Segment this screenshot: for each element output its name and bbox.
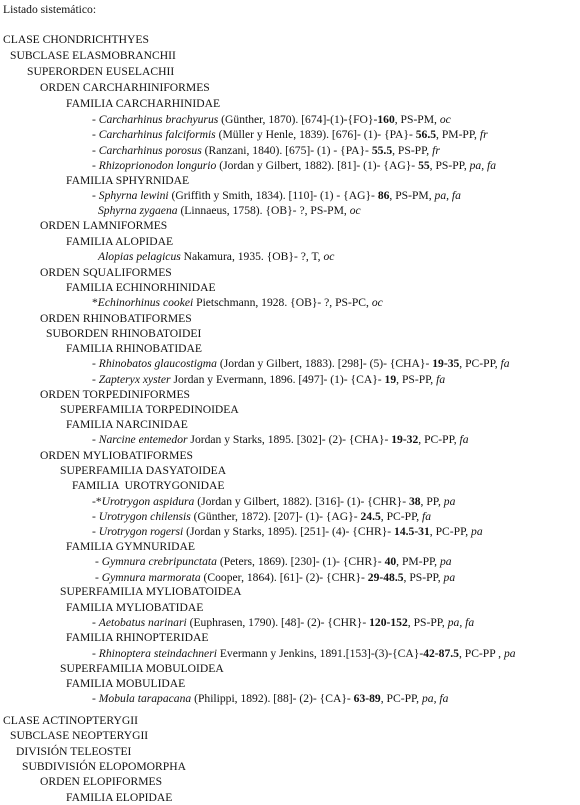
size-value: 56.5: [415, 128, 437, 141]
line-text: Evermann y Jenkins, 1891.[153]-(3)-{CA}-: [216, 647, 424, 660]
list-line: [46, 326, 201, 341]
species-name: Narcine entemedor: [98, 433, 188, 446]
line-text: FAMILIA CARCHARHINIDAE: [66, 97, 221, 110]
list-line: [72, 478, 224, 493]
line-text: CLASE CHONDRICHTHYES: [3, 33, 149, 46]
species-name: oc: [439, 113, 451, 126]
line-text: (Jordan y Starks, 1895). [251]- (4)- {CHR}-: [183, 525, 395, 538]
list-line: [92, 356, 510, 371]
list-line: [92, 524, 483, 539]
line-text: FAMILIA ALOPIDAE: [66, 235, 174, 248]
line-text: (Philippi, 1892). [88]- (2)- {CA}-: [191, 692, 354, 705]
list-line: [3, 32, 149, 47]
list-line: [92, 143, 440, 158]
species-name: Sphyrna zygaena: [98, 204, 178, 217]
list-line: [92, 295, 383, 310]
line-text: SUBORDEN RHINOBATOIDEI: [46, 327, 202, 340]
line-text: (Griffith y Smith, 1834). [110]- (1) - {AG}-: [168, 189, 378, 202]
line-text: (Müller y Henle, 1839). [676]- (1)- {PA}-: [215, 128, 416, 141]
species-name: fa: [459, 433, 469, 446]
list-line: [40, 311, 192, 326]
list-line: [40, 80, 210, 95]
species-name: oc: [323, 250, 335, 263]
species-name: pa: [471, 525, 483, 538]
species-name: pa, fa: [421, 692, 449, 705]
list-line: [66, 280, 216, 295]
line-text: , PC-PP,: [418, 433, 460, 446]
species-name: Carcharhinus brachyurus: [98, 113, 219, 126]
line-text: (Jordan y Gilbert, 1882). [316]- (1)- {CHR}-: [194, 495, 409, 508]
list-line: [66, 676, 185, 691]
species-name: fa: [436, 373, 446, 386]
species-name: pa: [443, 571, 456, 584]
species-name: Gymnura crebripunctata: [101, 555, 217, 568]
list-line: [10, 48, 176, 63]
list-line: [40, 265, 172, 280]
list-line: [60, 463, 226, 478]
list-line: [92, 494, 455, 509]
species-name: Echinorhinus cookei: [97, 296, 194, 309]
line-text: , PC-PP,: [380, 510, 423, 523]
line-text: (Peters, 1869). [230]- (1)- {CHR}-: [216, 555, 385, 568]
list-line: [92, 372, 445, 387]
line-text: , PS-PP,: [396, 373, 437, 386]
line-text: *: [92, 296, 98, 309]
line-text: SUBDIVISIÓN ELOPOMORPHA: [22, 760, 186, 773]
species-name: fa: [500, 357, 510, 370]
line-text: SUBCLASE ELASMOBRANCHII: [10, 49, 176, 62]
line-text: Jordan y Starks, 1895. [302]- (2)- {CHA}-: [187, 433, 392, 446]
size-value: 19-35: [432, 357, 460, 370]
line-text: -: [92, 692, 99, 705]
line-text: , PC-PP,: [429, 525, 472, 538]
line-text: (Linnaeus, 1758). {OB}- ?, PS-PM,: [177, 204, 350, 217]
species-name: Urotrygon rogersi: [98, 525, 184, 538]
line-text: -: [92, 189, 99, 202]
list-line: [92, 432, 469, 447]
species-name: Alopias pelagicus: [98, 250, 181, 263]
species-name: pa, fa: [469, 159, 497, 172]
species-name: Zapteryx xyster: [98, 373, 171, 386]
line-text: , PM-PP,: [436, 128, 480, 141]
size-value: 38: [408, 495, 421, 508]
line-text: ORDEN CARCHARHINIFORMES: [40, 81, 210, 94]
line-text: , PC-PP ,: [458, 647, 504, 660]
list-line: [92, 127, 488, 142]
size-value: 42-87.5: [423, 647, 459, 660]
list-line: [40, 774, 162, 789]
list-line: [92, 615, 474, 630]
list-line: [92, 188, 461, 203]
list-line: [66, 234, 173, 249]
list-line: [92, 509, 431, 524]
list-line: [10, 728, 148, 743]
species-name: fr: [479, 128, 488, 141]
line-text: (Euphrasen, 1790). [48]- (2)- {CHR}-: [186, 616, 370, 629]
line-text: CLASE ACTINOPTERYGII: [3, 714, 138, 727]
species-name: Urotrygon chilensis: [98, 510, 191, 523]
line-text: FAMILIA ELOPIDAE: [66, 791, 173, 804]
size-value: 14.5-31: [394, 525, 430, 538]
species-name: Aetobatus narinari: [98, 616, 187, 629]
species-name: pa, fa: [434, 189, 461, 202]
list-line: [60, 584, 242, 599]
species-name: oc: [349, 204, 361, 217]
species-name: pa: [443, 495, 456, 508]
species-name: Urotrygon aspidura: [101, 495, 195, 508]
list-line: [60, 661, 224, 676]
line-text: -*: [92, 495, 102, 508]
line-text: -: [92, 128, 99, 141]
line-text: DIVISIÓN TELEOSTEI: [16, 745, 132, 758]
size-value: 24.5: [360, 510, 381, 523]
line-text: (Cooper, 1864). [61]- (2)- {CHR}-: [200, 571, 368, 584]
line-text: -: [92, 647, 99, 660]
species-name: Carcharhinus porosus: [98, 144, 202, 157]
line-text: SUBCLASE NEOPTERYGII: [10, 729, 149, 742]
species-name: Mobula tarapacana: [98, 692, 192, 705]
line-text: -: [92, 159, 99, 172]
line-text: -: [92, 433, 99, 446]
line-text: ORDEN ELOPIFORMES: [40, 775, 163, 788]
list-line: [3, 713, 138, 728]
species-name: oc: [371, 296, 383, 309]
line-text: SUPERFAMILIA MOBULOIDEA: [60, 662, 224, 675]
list-line: [40, 448, 193, 463]
line-text: FAMILIA NARCINIDAE: [66, 418, 188, 431]
line-text: FAMILIA UROTRYGONIDAE: [72, 479, 225, 492]
line-text: , PS-PM,: [389, 189, 435, 202]
line-text: (Günther, 1872). [207]- (1)- {AG}-: [190, 510, 361, 523]
line-text: ORDEN MYLIOBATIFORMES: [40, 449, 193, 462]
species-name: fa: [422, 510, 432, 523]
line-text: , PS-PP,: [407, 616, 448, 629]
list-line: [92, 158, 496, 173]
size-value: 19-32: [391, 433, 419, 446]
species-name: Carcharhinus falciformis: [98, 128, 216, 141]
heading: Listado sistemático:: [3, 3, 97, 16]
line-text: FAMILIA MYLIOBATIDAE: [66, 601, 204, 614]
size-value: 55.5: [371, 144, 393, 157]
list-line: [66, 600, 203, 615]
list-line: [92, 646, 516, 661]
species-name: Rhizoprionodon longurio: [98, 159, 217, 172]
line-text: FAMILIA MOBULIDAE: [66, 677, 186, 690]
line-text: SUPERFAMILIA DASYATOIDEA: [60, 464, 227, 477]
list-line: [66, 630, 208, 645]
list-line: [92, 691, 448, 706]
line-text: , PC-PP,: [459, 357, 501, 370]
line-text: Jordan y Evermann, 1896. [497]- (1)- {CA}-: [170, 373, 385, 386]
species-name: fr: [432, 144, 440, 157]
line-text: , PP,: [420, 495, 444, 508]
line-text: -: [92, 373, 99, 386]
line-text: ORDEN SQUALIFORMES: [40, 266, 172, 279]
line-text: -: [92, 525, 99, 538]
line-text: -: [92, 357, 99, 370]
list-line: [92, 112, 451, 127]
line-text: (Jordan y Gilbert, 1882). [81]- (1)- {AG}-: [216, 159, 419, 172]
line-text: SUPERORDEN EUSELACHII: [27, 65, 175, 78]
line-text: ORDEN LAMNIFORMES: [40, 219, 168, 232]
line-text: , PS-PP,: [429, 159, 470, 172]
line-text: FAMILIA ECHINORHINIDAE: [66, 281, 216, 294]
size-value: 40: [384, 555, 397, 568]
line-text: -: [92, 510, 99, 523]
line-text: (Günther, 1870). [674]-(1)-{FO}-: [218, 113, 378, 126]
size-value: 19: [384, 373, 397, 386]
species-name: Gymnura marmorata: [101, 571, 201, 584]
list-line: [66, 539, 195, 554]
list-line: [16, 744, 131, 759]
line-text: (Ranzani, 1840). [675]- (1) - {PA}-: [201, 144, 372, 157]
line-text: FAMILIA RHINOPTERIDAE: [66, 631, 209, 644]
size-value: 55: [418, 159, 430, 172]
line-text: SUPERFAMILIA TORPEDINOIDEA: [60, 403, 239, 416]
species-name: Sphyrna lewini: [98, 189, 169, 202]
size-value: 160: [377, 113, 395, 126]
line-text: -: [92, 113, 99, 126]
list-line: [66, 790, 172, 805]
list-line: [27, 64, 174, 79]
size-value: 29-48.5: [367, 571, 404, 584]
list-line: [66, 341, 202, 356]
species-name: pa, fa: [447, 616, 475, 629]
line-text: Pietschmann, 1928. {OB}- ?, PS-PC,: [193, 296, 372, 309]
species-name: Rhinoptera steindachneri: [98, 647, 217, 660]
line-text: (Jordan y Gilbert, 1883). [298]- (5)- {CHA}-: [216, 357, 433, 370]
size-value: 86: [377, 189, 390, 202]
list-line: [66, 96, 220, 111]
size-value: 63-89: [353, 692, 381, 705]
line-text: FAMILIA RHINOBATIDAE: [66, 342, 203, 355]
list-line: [98, 203, 361, 218]
line-text: -: [95, 571, 102, 584]
line-text: ORDEN TORPEDINIFORMES: [40, 388, 190, 401]
line-text: , PS-PP,: [392, 144, 433, 157]
line-text: FAMILIA SPHYRNIDAE: [66, 174, 190, 187]
line-text: , PC-PP,: [380, 692, 422, 705]
list-line: [60, 402, 239, 417]
list-line: [95, 570, 455, 585]
line-text: Nakamura, 1935. {OB}- ?, T,: [180, 250, 324, 263]
list-line: [95, 554, 452, 569]
list-line: [40, 387, 190, 402]
size-value: 120-152: [369, 616, 408, 629]
line-text: ORDEN RHINOBATIFORMES: [40, 312, 192, 325]
line-text: , PM-PP,: [396, 555, 440, 568]
line-text: SUPERFAMILIA MYLIOBATOIDEA: [60, 585, 242, 598]
line-text: FAMILIA GYMNURIDAE: [66, 540, 195, 553]
line-text: -: [92, 616, 99, 629]
list-line: [66, 173, 189, 188]
line-text: -: [92, 144, 99, 157]
list-line: [40, 218, 167, 233]
species-name: Rhinobatos glaucostigma: [98, 357, 217, 370]
list-line: [22, 759, 186, 774]
line-text: -: [95, 555, 102, 568]
line-text: , PS-PP,: [403, 571, 444, 584]
list-line: [98, 249, 334, 264]
species-name: pa: [439, 555, 452, 568]
line-text: , PS-PM,: [394, 113, 440, 126]
species-name: pa: [503, 647, 516, 660]
list-line: [66, 417, 188, 432]
